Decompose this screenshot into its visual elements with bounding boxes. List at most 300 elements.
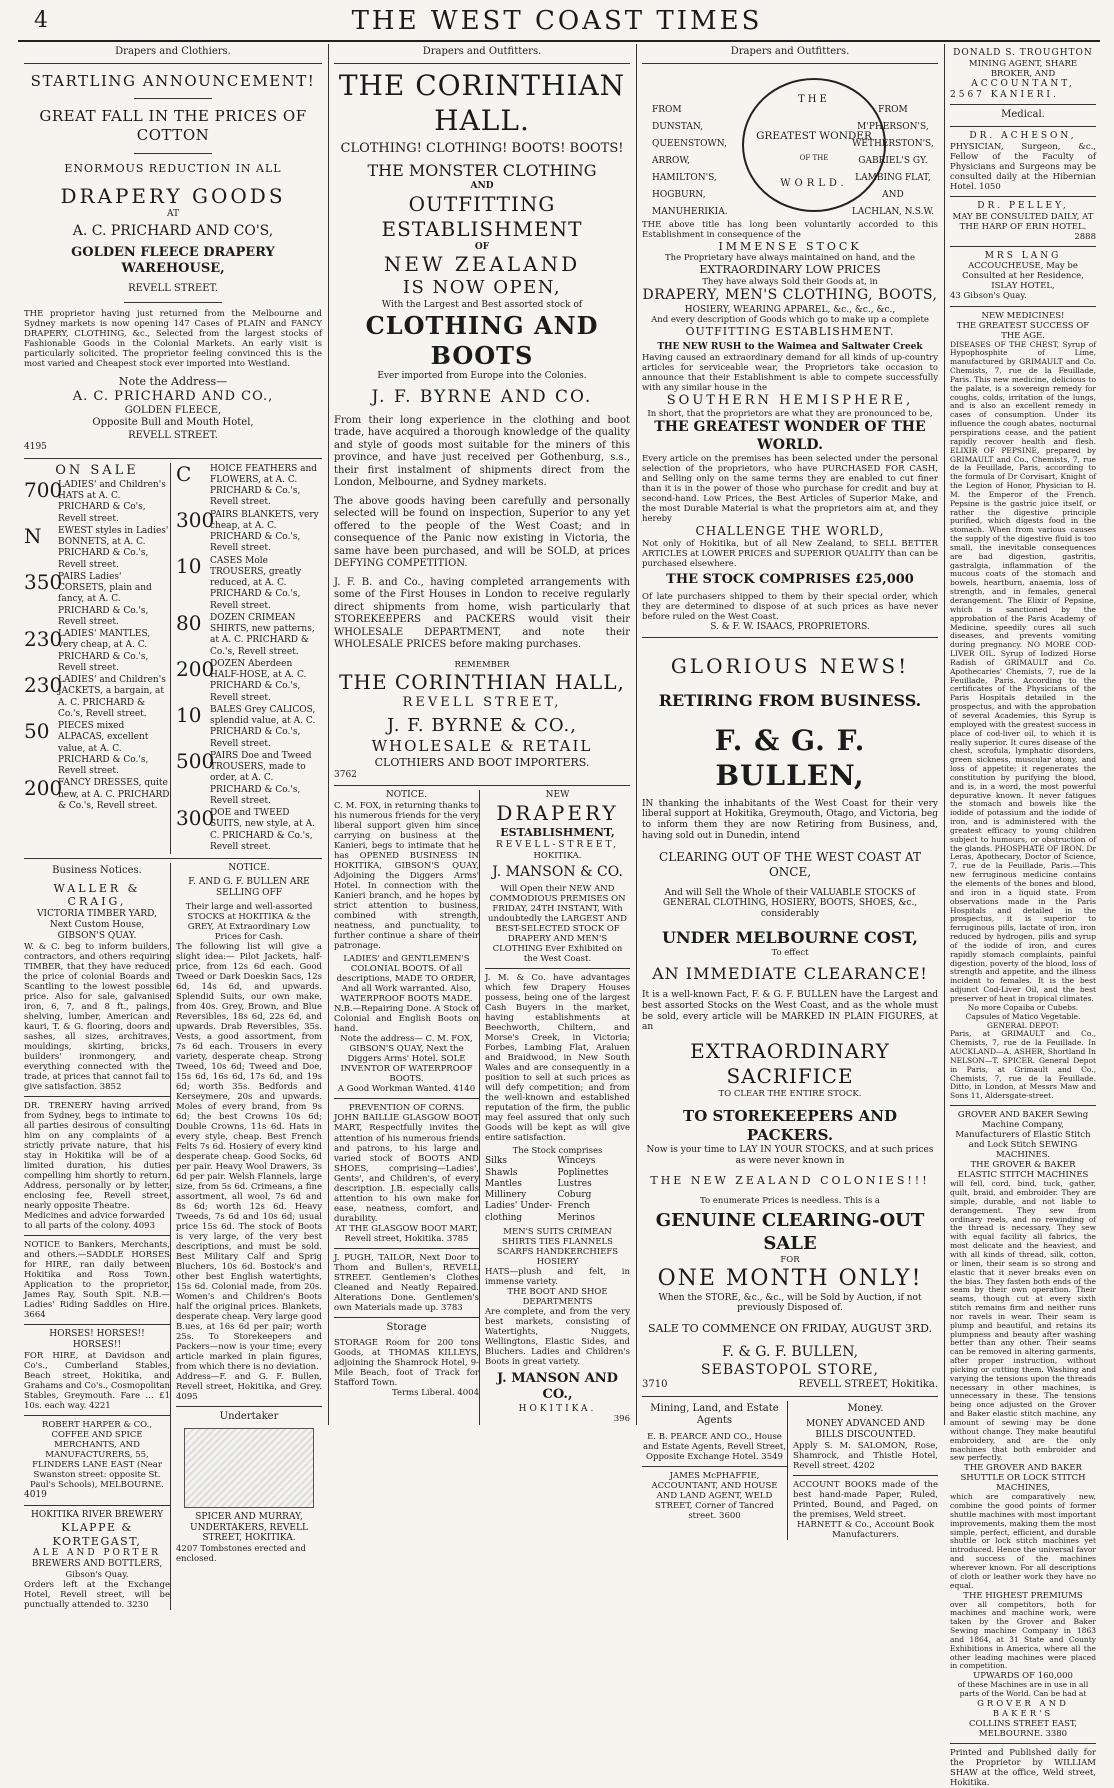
stock-item: Millinery <box>485 1190 527 1201</box>
town-name: LAMBING FLAT, <box>855 172 931 183</box>
sale-description: DOZEN Aberdeen HALF-HOSE, at A. C. PRICHARD & Co.'s, Revell street. <box>210 658 307 703</box>
ad-line: And every description of Goods which go to make up a complete <box>651 315 929 326</box>
divider <box>24 1235 170 1236</box>
ad-body: J. F. B. and Co., having completed arrangements with some of the First Houses in London to receive regularly direct shipments from home, wish particularly that STOREKEEPERS and PACKERS would visit their WHOLESALE DEPARTMENT, and note their WHOLESALE PRICES before making purchases. <box>334 576 630 651</box>
headline: THE NEW ZEALAND COLONIES!!! <box>650 1174 930 1188</box>
sale-quantity: 200 <box>24 776 63 801</box>
lower-columns <box>24 863 322 1610</box>
sale-quantity: 230 <box>24 673 63 698</box>
ad-line: NEW <box>545 790 570 801</box>
ad-title: DONALD S. TROUGHTON <box>953 48 1093 58</box>
divider <box>950 126 1096 127</box>
ad-title: NOTICE. <box>385 790 428 801</box>
ad-body: Of late purchasers shipped to them by their special order, which they are determined to dispose of at such prices as have never before ruled on the West Coast. <box>642 591 938 622</box>
ad-line: COLLINS STREET EAST, MELBOURNE. 3380 <box>968 1719 1078 1740</box>
headline: THE CORINTHIAN HALL, <box>339 669 625 694</box>
headline: WHOLESALE & RETAIL <box>371 737 593 756</box>
oval-text: THE <box>798 93 830 105</box>
ad-body: Having caused an extraordinary demand for all kinds of up-country articles for serviceable wear, the Proprietors take occasion to announce that their Establishment is able to compete successfully with any similar house in the <box>642 352 938 393</box>
divider <box>642 1466 787 1467</box>
stock-item: Winceys <box>557 1156 596 1167</box>
warehouse-name: GOLDEN FLEECE DRAPERY WAREHOUSE, <box>71 244 275 277</box>
money-ads <box>787 1401 938 1540</box>
ad-body: PHYSICIAN, Surgeon, &c., Fellow of the Faculty of Physicians and Surgeons may be consulted daily at the Hibernian Hotel. 1050 <box>950 141 1096 192</box>
ad-title: GROVER AND BAKER'S <box>977 1699 1069 1720</box>
address-note: Note the Address— <box>118 374 228 388</box>
ad-body: JAMES McPHAFFIE, ACCOUNTANT, AND HOUSE AND LAND AGENT, WELD STREET, Corner of Tancred street. 3600 <box>651 1470 778 1521</box>
sale-quantity: 700 <box>24 477 63 502</box>
ad-body: MAY BE CONSULTED DAILY, AT THE HARP OF ERIN HOTEL. <box>952 211 1094 232</box>
headline: CLOTHIERS AND BOOT IMPORTERS. <box>374 756 590 770</box>
ad-line: GIBSON'S QUAY. <box>57 930 137 941</box>
reference-number: 396 <box>613 1414 630 1425</box>
sale-quantity: 50 <box>24 719 50 744</box>
ad-line: FOR <box>780 1255 800 1266</box>
headline: ENORMOUS REDUCTION IN ALL <box>64 161 282 175</box>
ad-body: Orders left at the Exchange Hotel, Revell street, will be punctually attended to. 3230 <box>24 1580 170 1611</box>
headline: AN IMMEDIATE CLEARANCE! <box>652 964 928 984</box>
ad-title: PREVENTION OF CORNS. <box>348 1103 465 1114</box>
ad-title: THE BOOT AND SHOE DEPARTMENTS <box>507 1287 608 1308</box>
divider <box>950 1105 1096 1106</box>
ad-body: N.B.—Repairing Done. A Stock of Colonial and English Boots on hand. <box>334 1004 479 1035</box>
sale-quantity: 300 <box>176 507 215 532</box>
divider <box>334 1248 479 1249</box>
headline: F. & G. F. BULLEN, <box>721 1344 859 1361</box>
headline: SALE TO COMMENCE ON FRIDAY, AUGUST 3RD. <box>647 1322 933 1336</box>
stock-item: Shawls <box>485 1167 518 1178</box>
section-heading: Drapers and Outfitters. <box>730 46 850 57</box>
on-sale-heading: ON SALE <box>55 462 139 478</box>
sale-quantity: 10 <box>176 702 202 727</box>
address-line: GOLDEN FLEECE, <box>124 404 222 416</box>
sale-description: PAIRS BLANKETS, very cheap, at A. C. PRICHARD & Co.'s, Revell street. <box>210 509 319 554</box>
column-greatest-wonder <box>636 44 944 1540</box>
ad-body: It is a well-known Fact, F. & G. F. BULLEN have the Largest and best assorted Stocks on the West Coast, and as the whole must be sold, every article will be MARKED IN PLAIN FIGURES, at an <box>642 990 938 1033</box>
divider <box>793 1475 938 1476</box>
town-name: MANUHERIKIA. <box>652 207 728 218</box>
sale-description: HOICE FEATHERS and FLOWERS, at A. C. PRICHARD & Co.'s, Revell street. <box>210 463 318 508</box>
ad-body: DISEASES OF THE CHEST, Syrup of Hypophosphite of Lime, manufactured by GRIMAULT and Co. Chemists, 7, rue de la Feuillade, Paris. This new medicine, delicious to the palate, is a sovereign remedy for coughs, colds, irritation of the lungs, and is also an excellent remedy in cases of consumption. Under its influence the cough abates, nocturnal perspirations cease, and the patient rapidly recover health and flesh. ELIXIR OF PEPSINE, prepared by GRIMAULT and Co., Chemists, 7, rue de la Feuillade, Paris, according to the formula of Dr Corvisart, Knight of the Legion of Honor, Physician to H. M. the Emperor of the French. Pepsine is the gastric juice itself, or rather the digestive principle purified, which digests food in the stomach. When from various causes the supply of the digestive fluid is too small, the inevitable consequences are bad digestion, gastritis, gastralgia, inflammation of the mucous coats of the stomach and bowels, heartburn, anaemia, loss of strength, and in females, general derangement. The Elixir of Pepsine, which is sanctioned by the approbation of the Paris Academy of Medicine, speedily cures all such diseases, and prevents vomiting during pregnancy. NO MORE COD-LIVER OIL. Syrup of Iodized Horse Radish of GRIMAULT and Co. Apothecaries' Chemists, 7, rue de la Feuillade, Paris. According to the certificates of the Physicians of the Paris Hospitals detailed in the prospectus, and with the approbation of several Academies, this Syrup is employed with the greatest success in place of cod-liver oil, to which it is really superior. It cures disease of the chest, scrofula, lymphatic disorders, green sickness, muscular atony, and loss of appetite; it regenerates the constitution by purifying the blood, and is, in a word, the most powerful depurative known. It never fatigues the stomach and bowels like the iodide of potassium and the iodide of iron, and is administered with the greatest efficacy to young children subject to humours, or obstruction of the glands. PHOSPHATE OF IRON. Dr Leras, Apothecary, Doctor of Science, 7, rue de la Feuillade, Paris.—This new ferruginous medicine contains the elements of the bones and blood, and iron in a liquid state. From observations made in the Paris Hospitals and detailed in the prospectus, it is superior to ferruginous pills, lactate of iron, iron reduced by hydrogen, pills and syrup of the iodide of iron, and cures rapidly stomach complaints, painful digestion, poverty of the blood, loss of strength and appetite, and the illness incident to females. It is the best adjunct Cod-Liver Oil, and the best preserver of heat in tropical climates. <box>950 339 1096 1003</box>
business-notices <box>24 863 170 1610</box>
section-heading: Mining, Land, and Estate Agents <box>650 1402 779 1427</box>
ad-body: Now is your time to LAY IN YOUR STOCKS, and at such prices as were never known in <box>646 1144 934 1166</box>
reference-number: 4195 <box>24 442 47 453</box>
towns-right <box>852 102 934 222</box>
ad-body: LADIES' and GENTLEMEN'S COLONIAL BOOTS. Of all descriptions, MADE TO ORDER, And all Work warranted. Also, WATERPROOF BOOTS MADE. <box>336 954 477 1005</box>
ad-body: which are comparatively new, combine the good points of former shuttle machines with most important improvements, making them the most simple, perfect, efficient, and durable shuttle or lock stitch machines yet introduced. Hence the universal favor and success of the machines wherever known. For all descriptions of cloth or leather work they have no equal. <box>950 1492 1096 1590</box>
ad-title: DR. PELLEY, <box>977 200 1069 211</box>
ad-line: S. & F. W. ISAACS, PROPRIETORS. <box>710 621 870 632</box>
divider <box>24 1505 170 1506</box>
section-heading: Business Notices. <box>52 865 142 877</box>
sale-item <box>176 507 322 555</box>
greatest-wonder-emblem <box>642 68 938 220</box>
divider <box>950 196 1096 197</box>
reference-number: 3762 <box>334 769 357 780</box>
sale-quantity: 10 <box>176 553 202 578</box>
land-agents <box>642 1401 787 1540</box>
ad-title: HORSES! HORSES!! HORSES!! <box>49 1329 145 1350</box>
ad-title: GROVER AND BAKER Sewing Machine Company, Manufacturers of Elastic Stitch and Lock Stitch SEWING MACHINES. <box>955 1110 1091 1161</box>
stock-item: Mantles <box>485 1178 522 1189</box>
ad-body: of these Machines are in use in all parts of the World. Can be had at <box>957 1680 1089 1699</box>
sale-description: DOE and TWEED SUITS, new style, at A. C. PRICHARD & Co.'s, Revell street. <box>210 808 316 852</box>
sale-description: FANCY DRESSES, quite new, at A. C. PRICHARD & Co.'s, Revell street. <box>58 778 170 811</box>
headline: OUTFITTING ESTABLISHMENT <box>381 191 583 241</box>
ad-body: HATS—plush and felt, in immense variety. <box>485 1267 630 1288</box>
headline: REVELL STREET, <box>402 694 562 710</box>
ad-body: And will Sell the Whole of their VALUABLE STOCKS of GENERAL CLOTHING, HOSIERY, BOOTS, SHOES, &c., considerably <box>662 887 918 920</box>
sale-quantity: C <box>176 461 192 486</box>
sale-item <box>24 569 170 628</box>
headline: TO STOREKEEPERS AND PACKERS. <box>683 1107 897 1145</box>
headline: ESTABLISHMENT, <box>500 826 615 839</box>
ad-body: THE proprietor having just returned from the Melbourne and Sydney markets is now opening 147 Cases of PLAIN and FANCY DRAPERY, CLOTHING, &c., Selected from the largest stocks of Fashionable Goods in the Colonial Markets. An early visit is particularly solicited. The proprietor feeling convinced this is the most varied and Cheapest stock ever imported into Westland. <box>24 308 322 369</box>
section-heading: Undertaker <box>219 1411 279 1423</box>
headline: EXTRAORDINARY SACRIFICE <box>690 1039 890 1089</box>
town-name: FROM <box>878 104 908 115</box>
ad-title: THE HIGHEST PREMIUMS <box>963 1590 1083 1601</box>
sale-item <box>176 553 322 612</box>
ad-body: JOHN BAILLIE GLASGOW BOOT MART, Respectfully invites the attention of his numerous friends and patrons, to his large and varied stock of BOOTS AND SHOES, comprising—Ladies', Gents', and Children's, of every description. J.B. especially calls attention to his own make for ease, neatness, comfort, and durability. <box>334 1113 479 1224</box>
sale-list <box>24 463 322 855</box>
section-heading: Drapers and Outfitters. <box>422 46 542 57</box>
ad-body: THE above title has long been voluntarily accorded to this Establishment in consequence of the <box>642 219 938 240</box>
ad-title: KLAPPE & KORTEGAST, <box>52 1520 142 1548</box>
ad-body: Medicines and advice forwarded to all parts of the colony. 4093 <box>24 1210 165 1231</box>
divider <box>642 1396 938 1397</box>
section-heading: Drapers and Clothiers. <box>115 46 231 57</box>
town-name: AND <box>882 189 904 200</box>
headline: THE GREATEST WONDER OF THE WORLD. <box>654 419 926 453</box>
stock-item: Coburg <box>557 1190 592 1201</box>
headline: CLEARING OUT OF THE WEST COAST AT ONCE, <box>659 849 921 879</box>
sale-description: PAIRS Doe and Tweed TROUSERS, made to order, at A. C. PRICHARD & Co.'s, Revell street. <box>210 750 312 806</box>
divider <box>950 104 1096 105</box>
divider <box>334 785 630 786</box>
sale-description: EWEST styles in Ladies' BONNETS, at A. C. PRICHARD & Co.'s, Revell street. <box>58 525 169 570</box>
headline: THE MONSTER CLOTHING <box>367 160 597 180</box>
ad-body: E. B. PEARCE AND CO., House and Estate Agents, Revell Street, Opposite Exchange Hotel. 3549 <box>642 1431 787 1462</box>
headline: RETIRING FROM BUSINESS. <box>658 690 922 710</box>
headline: THE STOCK COMPRISES £25,000 <box>666 572 914 588</box>
ad-line: HARNETT & Co., Account Book Manufacturers. <box>796 1519 935 1540</box>
address-line: REVELL STREET. <box>128 429 218 441</box>
sale-item <box>24 675 170 720</box>
stock-item: French Merinos <box>557 1201 596 1223</box>
headline: J. MANSON & CO. <box>492 863 623 880</box>
divider <box>642 637 938 638</box>
ad-line: To enumerate Prices is needless. This is a <box>700 1196 880 1207</box>
divider <box>24 1415 170 1416</box>
ad-title: THE GROVER AND BAKER SHUTTLE OR LOCK STITCH MACHINES, <box>960 1463 1086 1494</box>
sale-item <box>176 610 322 658</box>
ad-body: The following list will give a slight idea:— Pilot Jackets, half-price, from 12s 6d each. Good Tweed or Dark Doeskin Sacs, 12s 6d, 14s 6d, and upwards. Splendid Suits, our own make, from 40s. Grey, Brown, and Blue Reversibles, 18s 6d, 22s 6d, and upwards. Drab Reversibles, 35s. Vests, a good assortment, from 7s 6d each. Trousers in every variety, desperate cheap. Strong Tweed, 10s 6d; Tweed and Doe, 15s 6d, 16s 6d, 17s 6d, and 19s 6d; worth 35s. Bedfords and Kerseymere, 20s and upwards. Moles of every brand, from 9s 6d; the best Crowns 10s 6d; Double Crowns, 11s 6d. Hats in every style, cheap. Best French Felts 7s 6d. Hosiery of every kind desperate cheap. Good Socks, 6d per pair. Heavy Wool Drawers, 3s 6d per pair. Welsh Flannels, large size, from 5s 6d. Crimeans, a fine assortment, all wool, 7s 6d and 8s 6d; worth 12s 6d. Heavy Tweeds, 7s 6d and 10s 6d; usual price 15s 6d. The stock of Boots is very large, of the very best descriptions, and must be sold. Best Military Calf and Sprig Bluchers, 10s 6d. Bostock's and other best English watertights, 15s 6d. Colonial made, from 20s. Women's and Children's Boots half the original prices. Blankets, desperate cheap. Very large good B.ues, at 16s 6d per pair; worth 25s. To Storekeepers and Packers—now is your time; every article marked in plain figures, from which there is no deviation. <box>176 941 322 1373</box>
ad-footer <box>642 1379 938 1392</box>
sale-item <box>176 702 322 750</box>
ad-body: C. M. FOX, in returning thanks to his numerous friends for the very liberal support given him since carrying on business at the Kanieri, begs to intimate that he has OPENED BUSINESS IN HOKITIKA, GIBSON'S QUAY, Adjoining the Diggers Arms' Hotel. In connection with the Kanieri branch, and he hopes by strict attention to business, combined with strength, neatness, and punctuality, to further continue a share of their patronage. <box>334 801 479 952</box>
headline: NEW ZEALAND <box>383 252 581 277</box>
ad-title: UPWARDS OF 160,000 <box>973 1671 1073 1682</box>
sale-item <box>24 721 170 777</box>
ad-line: Ever imported from Europe into the Colonies. <box>377 370 587 381</box>
divider <box>334 1098 479 1099</box>
ad-line: Tombstones erected and enclosed. <box>176 1544 306 1565</box>
address-line: A. C. PRICHARD AND CO., <box>72 388 274 404</box>
headline: ONE MONTH ONLY! <box>657 1266 923 1292</box>
sale-description: LADIES' MANTLES, very cheap, at A. C. PRICHARD & Co.'s, Revell street. <box>58 629 151 673</box>
town-name: QUEENSTOWN, <box>652 138 727 149</box>
divider <box>124 302 222 303</box>
headline: F. & G. F. BULLEN, <box>714 723 866 792</box>
headline: THE CORINTHIAN HALL. <box>338 68 626 137</box>
ad-title: NEW MEDICINES! <box>981 310 1065 321</box>
sale-item <box>24 629 170 674</box>
ad-line: HOKITIKA. <box>518 1403 597 1414</box>
ad-line: To effect <box>771 948 809 959</box>
ad-title: THE GREATEST SUCCESS OF THE AGE. <box>956 320 1090 341</box>
sale-quantity: N <box>24 523 42 548</box>
divider <box>950 1743 1096 1744</box>
ad-body: Will Open their NEW AND COMMODIOUS PREMISES ON FRIDAY, 24TH INSTANT, With undoubtedly the LARGEST AND BEST-SELECTED STOCK OF DRAPERY AND MEN'S CLOTHING Ever Exhibited on the West Coast. <box>488 884 627 965</box>
sale-description: PIECES mixed ALPACAS, excellent value, at A. C. PRICHARD & Co.'s, Revell street. <box>58 721 149 777</box>
ad-body: MEN'S SUITS CRIMEAN SHIRTS TIES FLANNELS SCARFS HANDKERCHIEFS HOSIERY <box>496 1226 619 1268</box>
sale-item <box>176 748 322 807</box>
ad-line: ALE AND PORTER <box>33 1548 161 1559</box>
section-heading: Medical. <box>1001 109 1045 121</box>
divider <box>24 858 322 859</box>
ad-body: Paris, at GRIMAULT and Co., Chemists, 7, rue de la Feuillade. In AUCKLAND—A. ASHER, Shortland In NELSON—T. SPICER. General Depot in Paris, at Grimault and Co., Chemists, 7, rue de la Feuillade. Ditto, in London, at Messrs Maw and Sons 11, Aldersgate-street. <box>950 1029 1096 1101</box>
town-name: HAMILTON'S, <box>652 172 717 183</box>
stock-item: Ladies' Under-clothing <box>485 1201 553 1223</box>
ad-line: REMEMBER <box>454 659 510 670</box>
sale-description: CASES Mole TROUSERS, greatly reduced, at A. C. PRICHARD & Co.'s, Revell street. <box>210 555 302 611</box>
sale-quantity: 200 <box>176 656 215 681</box>
ad-body: STORAGE Room for 200 tons Goods, at THOMAS KILLEYS, adjoining the Shamrock Hotel, 9-Mile Beach, foot of Track for Stafford Town. <box>334 1338 479 1389</box>
ad-title: WALLER & CRAIG, <box>53 881 141 909</box>
masthead <box>0 0 1114 42</box>
ad-line: 43 Gibson's Quay. <box>950 291 1027 302</box>
ad-title: MRS LANG <box>984 250 1062 261</box>
headline: OUTFITTING ESTABLISHMENT. <box>685 325 895 339</box>
headline: HOSIERY, WEARING APPAREL, &c., &c., &c., <box>684 304 896 315</box>
reference-number: 4207 <box>176 1544 198 1555</box>
divider <box>950 246 1096 247</box>
sale-list-right <box>170 463 322 855</box>
ad-title: SPICER AND MURRAY, UNDERTAKERS, REVELL STREET, HOKITIKA. <box>190 1511 308 1544</box>
towns-left <box>652 102 728 222</box>
ad-title: F. AND G. F. BULLEN ARE SELLING OFF <box>188 876 310 898</box>
newspaper-title: THE WEST COAST TIMES <box>351 6 763 36</box>
ad-line: They have always Sold their Goods at, in <box>702 277 878 288</box>
oval-text: OF THE <box>799 153 829 162</box>
ad-line: REVELL STREET, Hokitika. <box>798 1379 938 1391</box>
section-heading: Money. <box>847 1402 884 1414</box>
ad-line <box>176 1544 322 1564</box>
headline: J. MANSON AND CO., <box>497 1371 618 1403</box>
masthead-rule <box>18 40 1100 42</box>
town-name: WETHERSTON'S, <box>852 138 934 149</box>
ad-body: J. M. & Co. have advantages which few Drapery Houses possess, being one of the largest Cash Buyers in the market, having establishments at Beechworth, Chiltern, and Morse's Creek, in Victoria; Forbes, Lambing Flat, Araluen and Braidwood, in New South Wales and are consequently in a position to sell at such prices as will defy competition; and from the well-known and established reputation of the firm, the public may feel assured that only such Goods will be kept as will give entire satisfaction. <box>485 973 630 1144</box>
town-name: M'PHERSON'S, <box>857 121 929 132</box>
stock-item: Lustres <box>557 1178 592 1189</box>
town-name: DUNSTAN, <box>652 121 704 132</box>
divider <box>24 63 322 64</box>
ad-body: W. & C. beg to inform builders, contractors, and others requiring TIMBER, that they have reduced the price of colonial Boards and Scantling to the lowest possible price. Also for sale, galvanised iron, 6, 7, and 8 ft., palings, shelving, lumber, American and kauri, T. & G. flooring, doors and sashes, all sizes, architraves, mouldings, skirting, bricks, builders' ironmongery, and everything connected with the trade, at prices that cannot fail to give satisfaction. 3852 <box>24 941 170 1092</box>
section-heading: Storage <box>386 1321 427 1333</box>
ad-title: DR. ACHESON, <box>969 130 1077 141</box>
ad-line: The Stock comprises <box>512 1146 603 1157</box>
ad-body: FOR HIRE, at Davidson and Co's., Cumberland Stables, Beach street, Hokitika, and Grahams and Co's., Cosmopolitan Stables, Greymouth. Fare ... £1 10s. each way. 4221 <box>24 1350 170 1411</box>
ad-line: VICTORIA TIMBER YARD, <box>37 909 157 920</box>
sale-quantity: 230 <box>24 627 63 652</box>
ad-body: over all competitors, both for machines and machine work, were taken by the Grover and Baker Sewing machine Company in 1863 and 1864, at 31 State and County Exhibitions in America, where all the other leading machines were placed in competition. <box>950 1599 1096 1671</box>
divider <box>176 1406 322 1407</box>
reference-number: 2888 <box>1074 231 1096 242</box>
town-name: FROM <box>652 104 682 115</box>
sale-item <box>24 778 170 812</box>
ad-title: MONEY ADVANCED AND BILLS DISCOUNTED. <box>806 1419 925 1440</box>
imprint: Printed and Published daily for the Proprietor by WILLIAM SHAW at the office, Weld street, Hokitika. <box>950 1748 1096 1788</box>
manson-drapery <box>479 790 630 1424</box>
ad-line: REVELL-STREET, <box>495 839 620 850</box>
ad-title: NOTICE. <box>228 863 270 874</box>
ad-line: The Proprietary have always maintained on hand, and the <box>664 253 916 264</box>
ad-title: HOKITIKA RIVER BREWERY <box>30 1510 164 1521</box>
ad-body: The above goods having been carefully and personally selected will be found on inspection, Superior to any yet offered to the people of the West Coast; and in consequence of the Panic now existing in Victoria, the same have been purchased, and will be SOLD, at prices DEFYING COMPETITION. <box>334 495 630 570</box>
town-name: ARROW, <box>652 155 690 166</box>
divider <box>24 1096 170 1097</box>
ad-line: Terms Liberal. 4004 <box>392 1388 479 1399</box>
headline: GREAT FALL IN THE PRICES OF COTTON <box>39 107 307 144</box>
ad-body: DR. TRENERY having arrived from Sydney, begs to intimate to all parties desirous of consulting him on any complaints of a strictly private nature, that his stay in Hokitika will be of a limited duration, his duties compelling him shortly to return. Address, personally or by letter, enclosing fee, Revell street, nearly opposite Theatre. <box>24 1100 170 1211</box>
ad-line: TO CLEAR THE ENTIRE STOCK. <box>718 1089 862 1100</box>
ad-body: A Good Workman Wanted. 4140 <box>337 1084 476 1095</box>
at-text: AT <box>166 208 179 219</box>
sale-item <box>176 656 322 704</box>
ad-line: HOKITIKA. <box>533 850 582 861</box>
sale-description: BALES Grey CALICOS, splendid value, at A. C. PRICHARD & Co.'s, Revell street. <box>210 704 316 749</box>
sale-item <box>24 477 170 525</box>
headline: UNDER MELBOURNE COST, <box>661 928 918 948</box>
town-name: LACHLAN, N.S.W. <box>851 207 934 218</box>
divider <box>485 968 630 969</box>
headline: SOUTHERN HEMISPHERE, <box>666 392 914 408</box>
headline: IMMENSE STOCK <box>718 239 862 253</box>
headline: OF <box>474 241 490 252</box>
sale-quantity: 350 <box>24 569 63 594</box>
stock-item: Silks <box>485 1156 507 1167</box>
reference-number: 3710 <box>642 1379 668 1391</box>
ad-line: MINING AGENT, SHARE BROKER, AND <box>968 58 1078 79</box>
ad-title: THE GROVER & BAKER ELASTIC STITCH MACHINES <box>957 1160 1089 1181</box>
headline: STARTLING ANNOUNCEMENT! <box>30 71 316 90</box>
sale-item <box>176 461 322 509</box>
ad-body: ACCOUNT BOOKS made of the best hand-made Paper, Ruled, Printed, Bound, and Paged, on the premises, Weld street. <box>793 1479 938 1520</box>
ad-line: Gibson's Quay. <box>65 1570 129 1581</box>
sale-quantity: 80 <box>176 610 202 635</box>
oval-text: WORLD. <box>780 177 848 189</box>
ad-body: will fell, cord, bind, tuck, gather, quilt, braid, and embroider. They are simple, durable, and not liable to derangement. They sew from ordinary reels, and no rewinding of the thread is necessary. They sew with equal facility all fabrics, the most delicate and the heaviest, and with all kinds of thread, silk, cotton, or linen, their seam is so strong and elastic that it never breaks even on the bias. They fasten both ends of the seam by their own operation. Their seams, though cut at every sixth stitch remains firm and neither runs nor ravels in wear. Their seam is plump and beautiful, and retains its plumpness and beauty after washing better than any other. Their seams can be removed in altering garments, after proper instruction, without picking or cutting them. Washing and varying the tensions upon the threads necessary in other machines, is unnecessary in these. The tensions being once adjusted on the Grover and Baker elastic stitch machine, any amount of sewing may be done without change. They make beautiful embroidery, and are the only machines that both embroider and sew perfectly. <box>950 1179 1096 1463</box>
ad-line: BREWERS AND BOTTLERS, <box>31 1559 163 1570</box>
ad-body: Apply S. M. SALOMON, Rose, Shamrock, and Thistle Hotel, Revell street. 4202 <box>793 1440 938 1471</box>
headline: J. F. BYRNE & CO., <box>386 714 577 736</box>
ad-body: Not only of Hokitika, but of all New Zealand, to SELL BETTER ARTICLES at LOWER PRICES and SUPERIOR QUALITY than can be purchased elsewhere. <box>642 539 938 570</box>
ad-body: ACCOUCHEUSE, May be Consulted at her Residence, ISLAY HOTEL, <box>962 261 1084 292</box>
column-medical <box>944 44 1102 1788</box>
ad-body: From their long experience in the clothing and boot trade, have acquired a thorough knowledge of the quality and style of goods most suitable for the miners of this province, and have just received per Gothenburg, s.s., their first instalment of shipments direct from the London, Melbourne, and Sydney markets. <box>334 414 630 489</box>
divider <box>134 98 212 99</box>
firm-name: A. C. PRICHARD AND CO'S, <box>72 223 274 240</box>
ad-body: ROBERT HARPER & CO., COFFEE AND SPICE MERCHANTS, AND MANUFACTURERS, 55, FLINDERS LANE EAST (Near Swanston street: opposite St. Paul's Schools), MELBOURNE. <box>30 1419 164 1490</box>
hearse-engraving <box>184 1428 314 1508</box>
ad-line: 2567 KANIERI. <box>950 89 1059 100</box>
ad-line: With the Largest and Best assorted stock of <box>381 299 583 310</box>
ad-body: IN thanking the inhabitants of the West Coast for their very liberal support at Hokitika, Greymouth, Otago, and Victoria, beg to inform them they are now Retiring from Business, and, having sold out in Dunedin, intend <box>642 798 938 841</box>
headline: DRAPERY GOODS <box>60 183 286 208</box>
town-name: GABRIEL'S GY. <box>858 155 928 166</box>
divider <box>334 63 630 64</box>
divider <box>24 458 322 459</box>
ad-body: AT THE GLASGOW BOOT MART, Revell street, Hokitika. 3785 <box>335 1223 478 1244</box>
fox-notice <box>334 790 479 1424</box>
ad-body: J. PUGH, TAILOR, Next Door to Thom and Bullen's, REVELL STREET. Gentlemen's Clothes Cleaned and Neatly Repaired. Alterations Done. Gentlemen's own Materials made up. 3783 <box>334 1252 479 1313</box>
lower-columns <box>334 790 630 1424</box>
sale-item <box>176 808 322 853</box>
column-drapers-clothiers <box>18 44 328 1611</box>
ad-body: NOTICE to Bankers, Merchants, and others.—SADDLE HORSES for HIRE, ran daily between Hokitika and Ross Town. Application to the proprietor, James Ray, South Spit. N.B.—Ladies' Riding Saddles on Hire. 3664 <box>24 1239 170 1321</box>
stock-list <box>485 1156 630 1224</box>
headline: GENUINE CLEARING-OUT SALE <box>655 1210 925 1254</box>
headline: J. F. BYRNE AND CO. <box>371 387 593 408</box>
reference-number: 4019 <box>24 1489 47 1500</box>
sale-description: LADIES' and Children's HATS at A. C. PRICHARD & Co's, Revell street. <box>58 479 166 524</box>
headline: SEBASTOPOL STORE, <box>701 1361 879 1378</box>
sale-description: LADIES' and Children's JACKETS, a bargain, at A. C. PRICHARD & Co.'s, Revell street. <box>58 675 166 719</box>
lower-columns <box>642 1401 938 1540</box>
column-drapers-outfitters <box>328 44 636 1425</box>
page-number: 4 <box>34 8 48 33</box>
divider <box>334 1317 479 1318</box>
sale-list-left <box>24 463 170 855</box>
headline: EXTRAORDINARY LOW PRICES <box>699 263 881 277</box>
headline: THE NEW RUSH to the Waimea and Saltwater Creek <box>657 342 923 353</box>
divider <box>24 1324 170 1325</box>
divider <box>642 63 938 64</box>
town-name: HOGBURN, <box>652 189 706 200</box>
address-line: Opposite Bull and Mouth Hotel, <box>92 417 254 429</box>
headline: CLOTHING! CLOTHING! BOOTS! BOOTS! <box>340 140 624 156</box>
sale-description: DOZEN CRIMEAN SHIRTS, new patterns, at A. C. PRICHARD & Co.'s, Revell street. <box>210 612 315 657</box>
sale-description: PAIRS Ladies' CORSETS, plain and fancy, at A. C. PRICHARD & Co.'s, Revell street. <box>58 571 152 627</box>
sale-quantity: 300 <box>176 806 215 831</box>
sale-item <box>24 523 170 571</box>
headline: CHALLENGE THE WORLD, <box>695 524 885 539</box>
ad-body: Every article on the premises has been selected under the personal selection of the proprietors, who have PURCHASED FOR CASH, and Selling only on the same terms they are enabled to cut finer than it is in the power of those who purchase for credit and buy at second-hand. Low Prices, the Best Articles of Superior Make, and the most Durable Material is what the proprietors aim at, and they hereby <box>642 454 938 525</box>
divider <box>950 306 1096 307</box>
oval-text: GREATEST WONDER <box>756 129 872 142</box>
stock-item: Poplinettes <box>557 1167 609 1178</box>
ad-line: In short, that the proprietors are what they are pronounced to be, <box>647 409 933 420</box>
ad-body: Address—F. and G. F. Bullen, Revell street, Hokitika, and Grey. 4095 <box>176 1372 322 1403</box>
ad-body: Are complete, and from the very best markets, consisting of Watertights, Nuggets, Wellingtons, Elastic Sides, and Bluchers. Ladies and Children's Boots in great variety. <box>485 1307 630 1368</box>
headline: DRAPERY <box>496 801 619 825</box>
headline: CLOTHING AND BOOTS <box>365 310 599 370</box>
ad-body: Note the address— C. M. FOX, GIBSON'S QUAY, Next the Diggers Arms' Hotel. SOLE INVENTOR OF WATERPROOF BOOTS. <box>340 1034 473 1085</box>
ad-line: Their large and well-assorted STOCKS at HOKITIKA & the GREY, At Extraordinary Low Prices for Cash. <box>185 901 313 942</box>
ad-line: No more Copaiba or Cubebs. Capsules of Matico Vegetable. GENERAL DEPOT: <box>965 1002 1081 1030</box>
